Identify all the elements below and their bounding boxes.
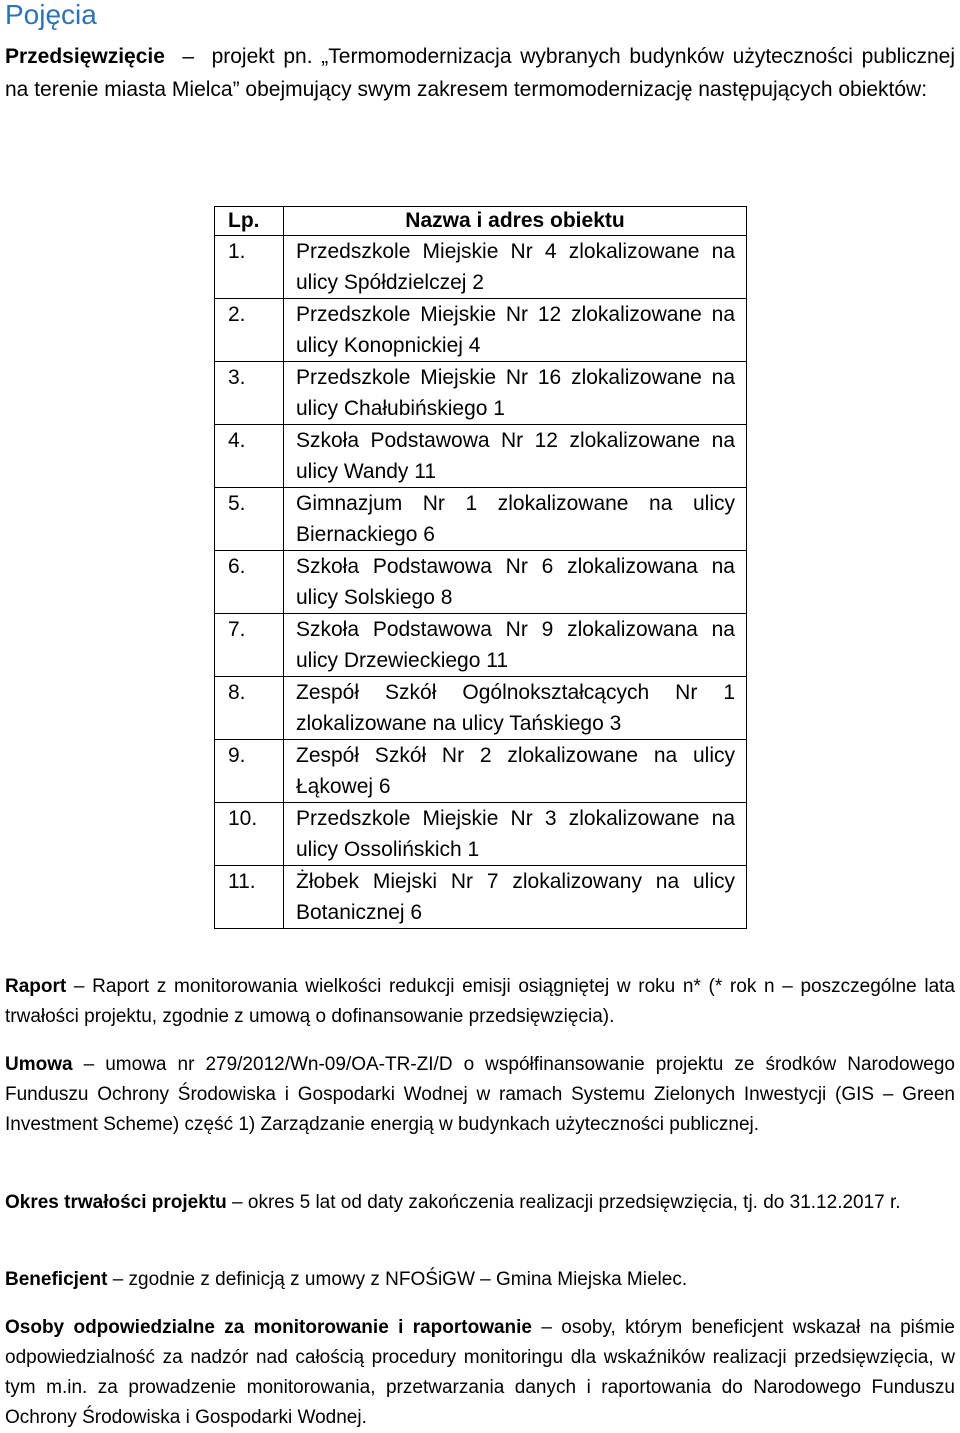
definition-text: – zgodnie z definicją z umowy z NFOŚiGW – Gmina Miejska Mielec. [107, 1269, 688, 1290]
definition-term: Beneficjent [5, 1269, 108, 1290]
table-row [215, 866, 747, 929]
object-name: Przedszkole Miejskie Nr 16 zlokalizowane na ulicy Chałubińskiego 1 [284, 362, 747, 425]
table-body [215, 236, 747, 929]
table-row [215, 614, 747, 677]
definition-text: – Raport z monitorowania wielkości redukcji emisji osiągniętej w roku n* (* rok n – poszczególne lata trwałości projektu, zgodnie z umową o dofinansowanie przedsięwzięcia). [5, 976, 955, 1027]
definition-osoby [5, 1313, 955, 1433]
table-header-row [215, 207, 747, 236]
object-name: Zespół Szkół Nr 2 zlokalizowane na ulicy Łąkowej 6 [284, 740, 747, 803]
section-heading: Pojęcia [5, 0, 97, 30]
object-name: Przedszkole Miejskie Nr 3 zlokalizowane na ulicy Ossolińskich 1 [284, 803, 747, 866]
header-lp: Lp. [215, 207, 284, 236]
row-number: 1. [215, 236, 284, 299]
row-number: 8. [215, 677, 284, 740]
intro-term: Przedsięwzięcie [5, 45, 165, 68]
definition-umowa [5, 1050, 955, 1140]
row-number: 5. [215, 488, 284, 551]
objects-table [214, 206, 747, 929]
object-name: Szkoła Podstawowa Nr 6 zlokalizowana na ulicy Solskiego 8 [284, 551, 747, 614]
definition-term: Okres trwałości projektu [5, 1192, 227, 1213]
definition-beneficjent [5, 1265, 955, 1295]
intro-text: projekt pn. „Termomodernizacja wybranych budynków użyteczności publicznej na terenie miasta Mielca” obejmujący swym zakresem termomodernizację następujących obiektów: [5, 45, 956, 101]
table-row [215, 551, 747, 614]
object-name: Zespół Szkół Ogólnokształcących Nr 1 zlokalizowane na ulicy Tańskiego 3 [284, 677, 747, 740]
object-name: Żłobek Miejski Nr 7 zlokalizowany na ulicy Botanicznej 6 [284, 866, 747, 929]
definition-text: – osoby, którym beneficjent wskazał na piśmie odpowiedzialność za nadzór nad całością procedury monitoringu dla wskaźników realizacji przedsięwzięcia, w tym m.in. za prowadzenie monitorowania, przetwarzania danych i raportowania do Narodowego Funduszu Ochrony Środowiska i Gospodarki Wodnej. [5, 1317, 956, 1428]
header-name: Nazwa i adres obiektu [284, 207, 747, 236]
row-number: 2. [215, 299, 284, 362]
object-name: Szkoła Podstawowa Nr 12 zlokalizowane na ulicy Wandy 11 [284, 425, 747, 488]
definition-text: – umowa nr 279/2012/Wn-09/OA-TR-ZI/D o współfinansowanie projektu ze środków Narodowego Funduszu Ochrony Środowiska i Gospodarki Wodnej w ramach Systemu Zielonych Inwestycji (GIS – Green Investment Scheme) część 1) Zarządzanie energią w budynkach użyteczności publicznej. [5, 1054, 955, 1135]
row-number: 10. [215, 803, 284, 866]
row-number: 11. [215, 866, 284, 929]
intro-paragraph [5, 40, 955, 106]
row-number: 4. [215, 425, 284, 488]
row-number: 7. [215, 614, 284, 677]
object-name: Szkoła Podstawowa Nr 9 zlokalizowana na ulicy Drzewieckiego 11 [284, 614, 747, 677]
table-row [215, 740, 747, 803]
definition-text: – okres 5 lat od daty zakończenia realizacji przedsięwzięcia, tj. do 31.12.2017 r. [226, 1192, 901, 1213]
object-name: Gimnazjum Nr 1 zlokalizowane na ulicy Biernackiego 6 [284, 488, 747, 551]
table-row [215, 362, 747, 425]
definition-okres [5, 1188, 955, 1218]
table-row [215, 299, 747, 362]
definition-term: Raport [5, 976, 67, 997]
intro-dash: – [182, 45, 195, 68]
object-name: Przedszkole Miejskie Nr 12 zlokalizowane na ulicy Konopnickiej 4 [284, 299, 747, 362]
definition-raport [5, 972, 955, 1032]
table-row [215, 425, 747, 488]
definition-term: Umowa [5, 1054, 73, 1075]
row-number: 9. [215, 740, 284, 803]
row-number: 6. [215, 551, 284, 614]
table-row [215, 803, 747, 866]
table-row [215, 677, 747, 740]
table-row [215, 236, 747, 299]
object-name: Przedszkole Miejskie Nr 4 zlokalizowane na ulicy Spółdzielczej 2 [284, 236, 747, 299]
row-number: 3. [215, 362, 284, 425]
table-row [215, 488, 747, 551]
definition-term: Osoby odpowiedzialne za monitorowanie i raportowanie [5, 1317, 533, 1338]
